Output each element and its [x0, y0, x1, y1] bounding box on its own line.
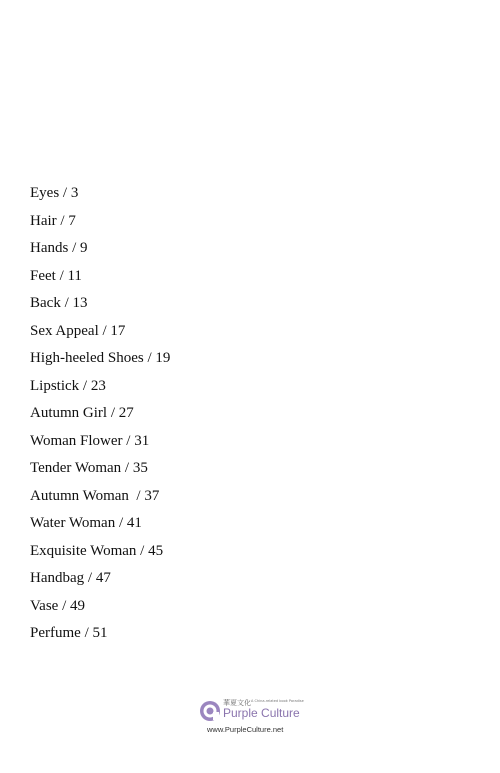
toc-entry: Water Woman / 41 [30, 515, 142, 531]
watermark-url: www.PurpleCulture.net [207, 725, 284, 734]
toc-entry: Vase / 49 [30, 597, 85, 614]
toc-entry: Tender Woman / 35 [30, 460, 148, 476]
toc-entry: Handbag / 47 [30, 570, 111, 586]
toc-entry: Hands / 9 [30, 240, 88, 256]
table-of-contents [30, 180, 170, 648]
watermark-brand: Purple Culture [223, 706, 300, 720]
toc-entry: Perfume / 51 [30, 625, 108, 641]
toc-entry: Exquisite Woman / 45 [30, 542, 164, 559]
toc-entry: High-heeled Shoes / 19 [30, 350, 171, 366]
toc-entry: Hair / 7 [30, 212, 76, 229]
toc-entry: Eyes / 3 [30, 185, 79, 201]
toc-entry: Woman Flower / 31 [30, 432, 150, 449]
purple-culture-watermark [199, 696, 309, 740]
toc-entry: Feet / 11 [30, 267, 82, 284]
purple-culture-logo-icon [199, 700, 221, 722]
watermark-chinese-title: 華夏文化 [223, 699, 251, 707]
toc-entry: Lipstick / 23 [30, 377, 106, 394]
watermark-tagline: A China-related book Paradise [251, 699, 304, 703]
toc-entry: Autumn Woman / 37 [30, 487, 160, 504]
toc-entry: Back / 13 [30, 295, 88, 311]
toc-entry: Autumn Girl / 27 [30, 405, 134, 421]
toc-entry: Sex Appeal / 17 [30, 322, 126, 339]
